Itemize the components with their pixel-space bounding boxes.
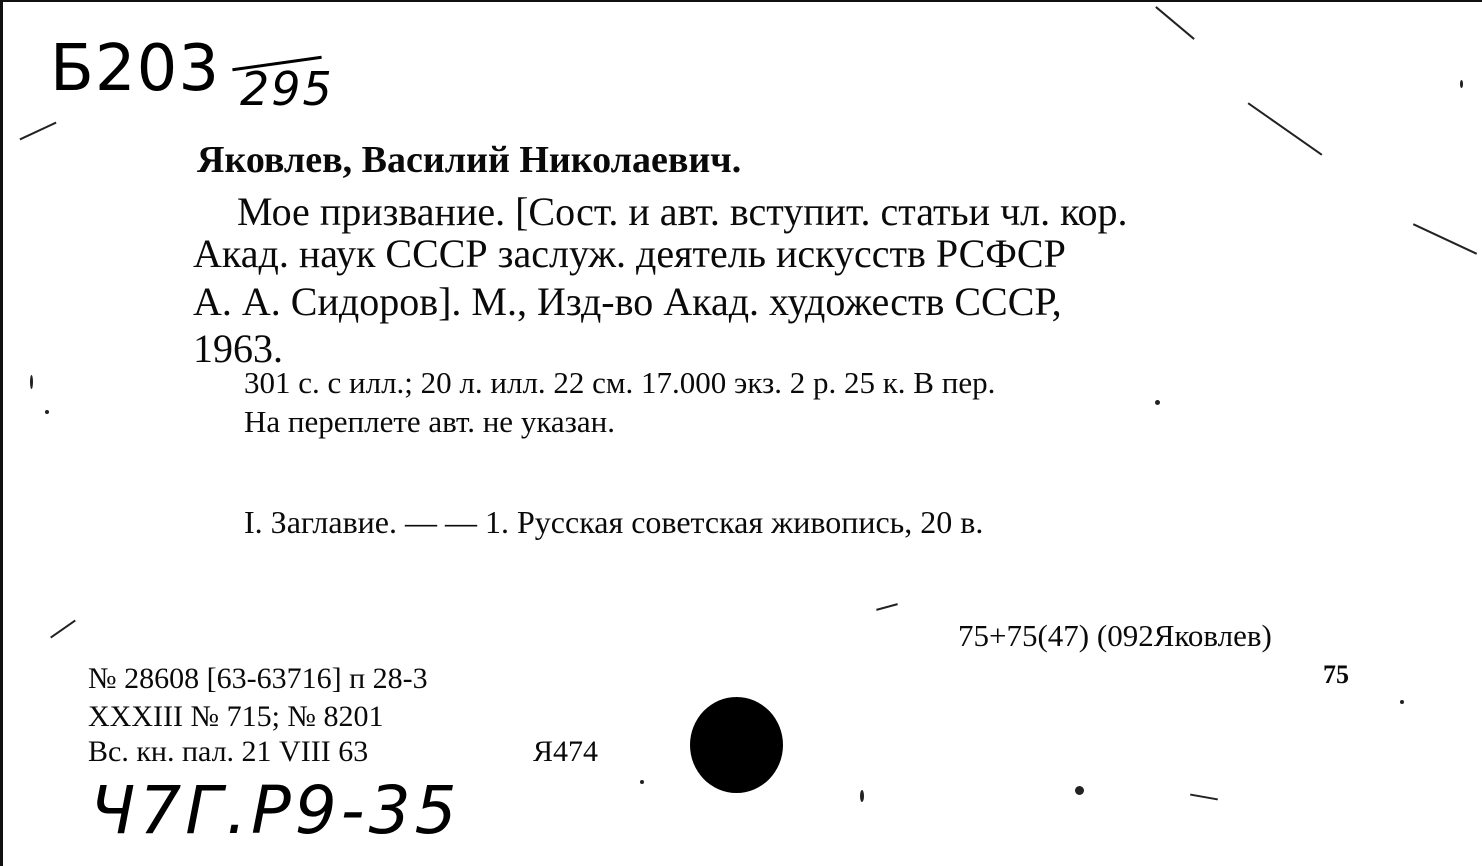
speck [1460,80,1463,88]
author-mark: Я474 [533,735,599,768]
handwritten-sub-number: 295 [240,62,334,116]
speck [640,780,644,784]
title-line-2: Акад. наук СССР заслуж. деятель искусств РСФСР [193,231,1066,276]
speck [45,410,49,414]
physical-description: 301 с. с илл.; 20 л. илл. 22 см. 17.000 экз. 2 р. 25 к. В пер. [244,365,996,400]
classification-code: 75+75(47) (092Яковлев) [958,618,1272,653]
classification-sub: 75 [1323,660,1349,689]
footer-line-2: XXXIII № 715; № 8201 [88,700,384,733]
footer-line-1: № 28608 [63-63716] п 28-3 [88,662,428,695]
handwritten-shelfmark: Б203 [50,32,221,106]
speck [860,790,864,802]
note: На переплете авт. не указан. [244,404,616,439]
footer-line-3: Вс. кн. пал. 21 VIII 63 [88,735,369,768]
subject-tracing: I. Заглавие. — — 1. Русская советская живопись, 20 в. [244,504,984,540]
title-line-4: 1963. [193,326,283,371]
speck [1155,400,1160,405]
title-line-3: А. А. Сидоров]. М., Изд-во Акад. художеств СССР, [193,279,1062,324]
handwritten-bottom-code: Ч7Г.Р9-35 [90,772,461,849]
author-heading: Яковлев, Василий Николаевич. [197,139,742,181]
speck [1400,700,1404,704]
title-line-1: Мое призвание. [Сост. и авт. вступит. статьи чл. кор. [237,189,1128,234]
punch-hole [690,697,783,793]
speck [30,375,33,389]
speck [1075,786,1084,795]
